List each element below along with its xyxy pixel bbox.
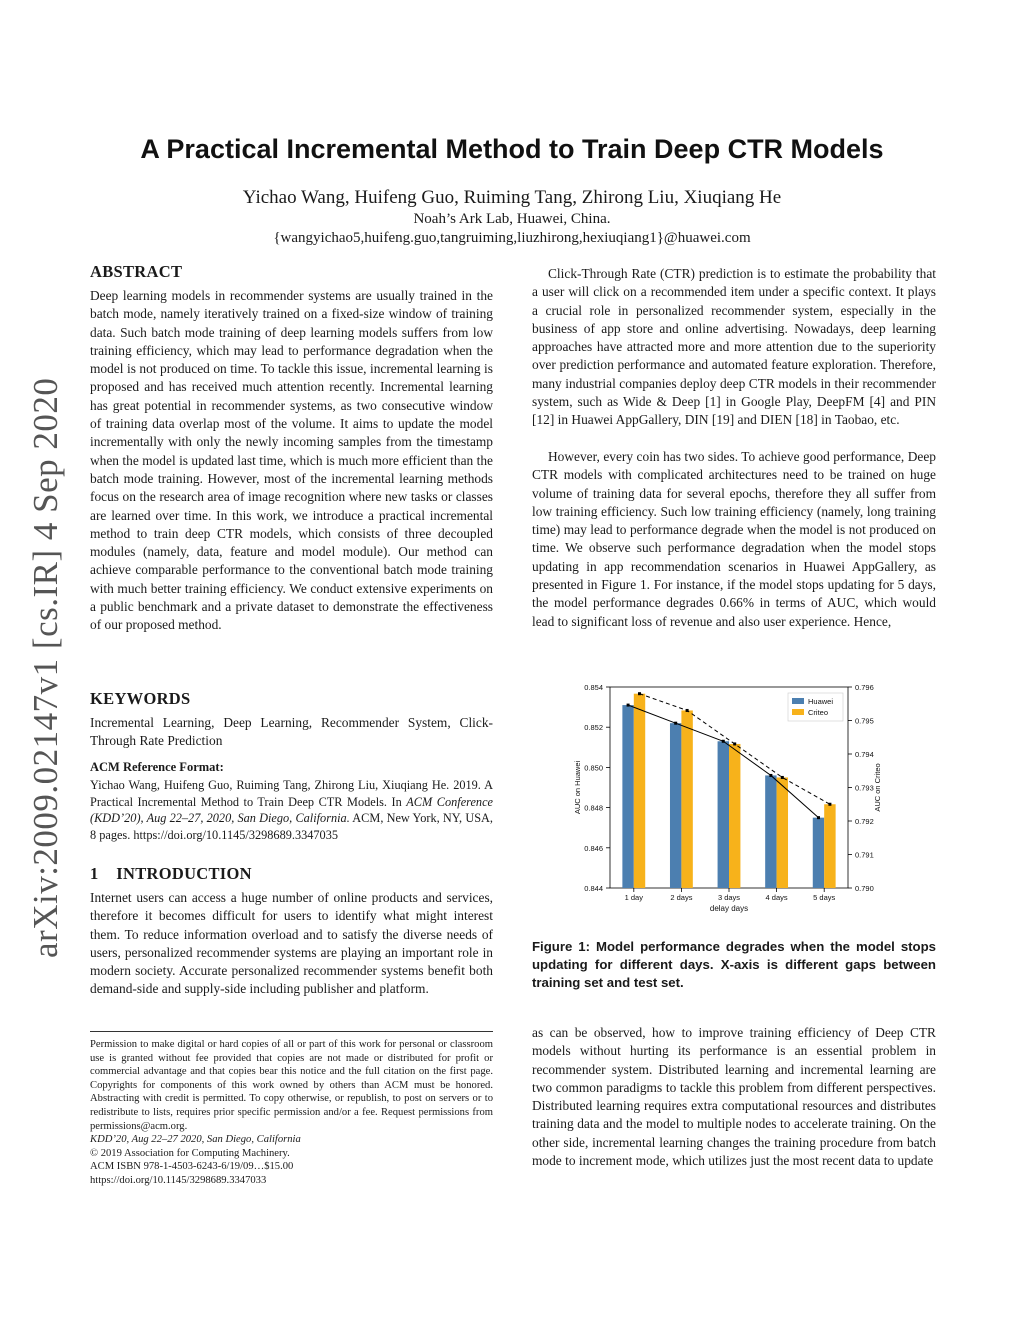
legend-label: Criteo [808,708,829,717]
paper-title: A Practical Incremental Method to Train Deep CTR Models [140,134,884,164]
author-emails: {wangyichao5,huifeng.guo,tangruiming,liuzhirong,hexiuqiang1}@huawei.com [273,230,751,246]
y-tick-label: 0.848 [584,803,603,813]
keywords-heading: KEYWORDS [90,689,191,708]
y-tick-label: 0.850 [584,763,603,773]
y2-tick-label: 0.790 [855,884,874,893]
y2-tick-label: 0.796 [855,683,874,692]
criteo-point [638,692,641,695]
y2-tick-label: 0.794 [855,750,874,759]
figure-1-caption: Figure 1: Model performance degrades when the model stops updating for different days. X-axis is different gaps between training set and test set. [532,939,936,990]
introduction-paragraph-2: Click-Through Rate (CTR) prediction is to estimate the probability that a user will click on a recommended item under a specific context. It plays a crucial role in personalized recommender system, especially in the business of app store and online advertising. Nowadays, deep learning approaches have attracted more and more attention due to the superiority over prediction performance and automated feature exploration. Therefore, many industrial companies deploy deep CTR models in their recommender system, such as Wide & Deep [1] in Google Play, DeepFM [4] and PIN [12] in Huawei AppGallery, DIN [19] and DIEN [18] in Taobao, etc. [532,266,936,428]
x-tick-label: 2 days [670,893,693,902]
huawei-bar [622,705,633,888]
criteo-bar [777,777,788,888]
copyright-line: © 2019 Association for Computing Machinery. [90,1147,290,1159]
abstract-heading: ABSTRACT [90,262,183,281]
criteo-point [781,776,784,779]
introduction-paragraph-3: However, every coin has two sides. To achieve good performance, Deep CTR models with complicated architectures need to be trained on huge volume of training data for several epochs, therefore they all suffer from low training efficiency. Such low training efficiency (namely, long training time) may lead to performance degrade when the model is not produced on time. We observe such performance degradation when the model stops updating in app recommendation scenarios in Huawei AppGallery, as presented in Figure 1. For instance, if the model stops updating for 5 days, the model performance degrades 0.66% in terms of AUC, which would lead to significant loss of revenue and also user experience. Hence, [532,449,936,629]
y2-tick-label: 0.792 [855,817,874,826]
huawei-bar [765,775,776,888]
criteo-point [733,742,736,745]
authors: Yichao Wang, Huifeng Guo, Ruiming Tang, Zhirong Liu, Xiuqiang He [242,187,782,208]
x-tick-label: 1 day [624,893,643,902]
abstract-text: Deep learning models in recommender systems are usually trained in the batch mode, namely iteratively trained on a fixed-size window of training data. Such batch mode training of deep learning models suffers from low training efficiency, which may lead to performance degradation when the model is not produced on time. To tackle this issue, incremental learning is proposed and has received much attention recently. Incremental learning has great potential in recommender systems, as two consecutive window of training data overlap most of the volume. It aims to update the model incrementally with only the newly incoming samples from the timestamp when the model is updated last time, which is much more efficient than the batch mode training. However, most of the incremental learning methods focus on the research area of image recognition where new tasks or classes are learned over time. In this work, we introduce a practical incremental method to train deep CTR models, which consists of three decoupled modules (namely, data, feature and model module). Our method can achieve comparable performance to the conventional batch mode training with much better training efficiency. We conduct extensive experiments on a public benchmark and a private dataset to demonstrate the effectiveness of our proposed method. [90,288,493,633]
x-tick-label: 4 days [765,893,788,902]
huawei-point [769,774,772,777]
x-axis-label: delay days [709,904,749,913]
affiliation: Noah’s Ark Lab, Huawei, China. [413,211,611,227]
figure-1-chart [560,676,910,916]
criteo-bar [729,744,740,888]
legend-swatch [792,698,804,704]
huawei-point [722,740,725,743]
legend-label: Huawei [808,697,834,706]
huawei-bar [813,818,824,888]
introduction-paragraph-4: as can be observed, how to improve training efficiency of Deep CTR models without hurting its performance is an essential problem in recommender system. Distributed learning and incremental learning are two common paradigms to tackle this problem from different perspectives. Distributed learning requires extra computational resources and distributes training data and the model to multiple nodes to accelerate training. On the other side, incremental learning changes the training procedure from batch mode to increment mode, which utilizes just the most recent data to update [532,1025,936,1169]
criteo-point [828,803,831,806]
isbn-line: ACM ISBN 978-1-4503-6243-6/19/09…$15.00 [90,1161,294,1173]
y2-tick-label: 0.795 [855,716,874,726]
huawei-bar [670,723,681,888]
criteo-bar [681,710,692,888]
chart-svg [560,676,910,916]
criteo-bar [634,694,645,888]
y-tick-label: 0.846 [584,843,603,853]
legend-swatch [792,709,804,715]
y2-tick-label: 0.793 [855,783,874,793]
x-tick-label: 3 days [717,893,741,902]
introduction-paragraph-1: Internet users can access a huge number of online products and services, therefore it becomes difficult for users to identify what might interest them. To reduce information overload and to satisfy the diverse needs of users, personalized recommender systems are playing an important role in modern society. Accurate personalized recommender systems benefit both demand-side and supply-side including publisher and platform. [90,890,493,997]
arxiv-stamp: arXiv:2009.02147v1 [cs.IR] 4 Sep 2020 [26,377,65,958]
huawei-point [817,816,820,819]
y-tick-label: 0.844 [584,884,603,893]
criteo-bar [824,804,835,888]
keywords-text: Incremental Learning, Deep Learning, Recommender System, Click-Through Rate Prediction [90,715,493,749]
y2-tick-label: 0.791 [855,850,874,860]
introduction-heading: 1 INTRODUCTION [90,864,252,883]
y2-axis-label: AUC on Criteo [873,763,882,812]
x-tick-label: 5 days [813,893,836,902]
y-tick-label: 0.854 [584,683,603,692]
y-tick-label: 0.852 [584,723,603,733]
acm-reference-text: Yichao Wang, Huifeng Guo, Ruiming Tang, Zhirong Liu, Xiuqiang He. 2019. A Practical Incremental Method to Train Deep CTR Models. In ACM Conference (KDD’20), Aug 22–27, 2020, San Diego, California. ACM, New York, NY, USA, 8 pages. https://doi.org/10.1145/3298689.3347035 [90,778,493,842]
huawei-bar [718,741,729,888]
footnote-rule [90,1031,493,1032]
acm-reference-heading: ACM Reference Format: [90,760,224,774]
permission-notice: Permission to make digital or hard copies of all or part of this work for personal or classroom use is granted without fee provided that copies are not made or distributed for profit or commercial advantage and that copies bear this notice and the full citation on the first page. Copyrights for components of this work owned by others than ACM must be honored. Abstracting with credit is permitted. To copy otherwise, or republish, to post on servers or to redistribute to lists, requires prior specific permission and/or a fee. Request permissions from permissions@acm.org. [90,1039,493,1132]
doi-line: https://doi.org/10.1145/3298689.3347033 [90,1174,267,1186]
conference-line: KDD’20, Aug 22–27 2020, San Diego, California [90,1134,301,1146]
huawei-point [627,704,630,707]
huawei-point [674,722,677,725]
y-axis-label: AUC on Huawei [573,760,582,815]
criteo-point [686,709,689,712]
footnote-block [90,1038,493,1188]
